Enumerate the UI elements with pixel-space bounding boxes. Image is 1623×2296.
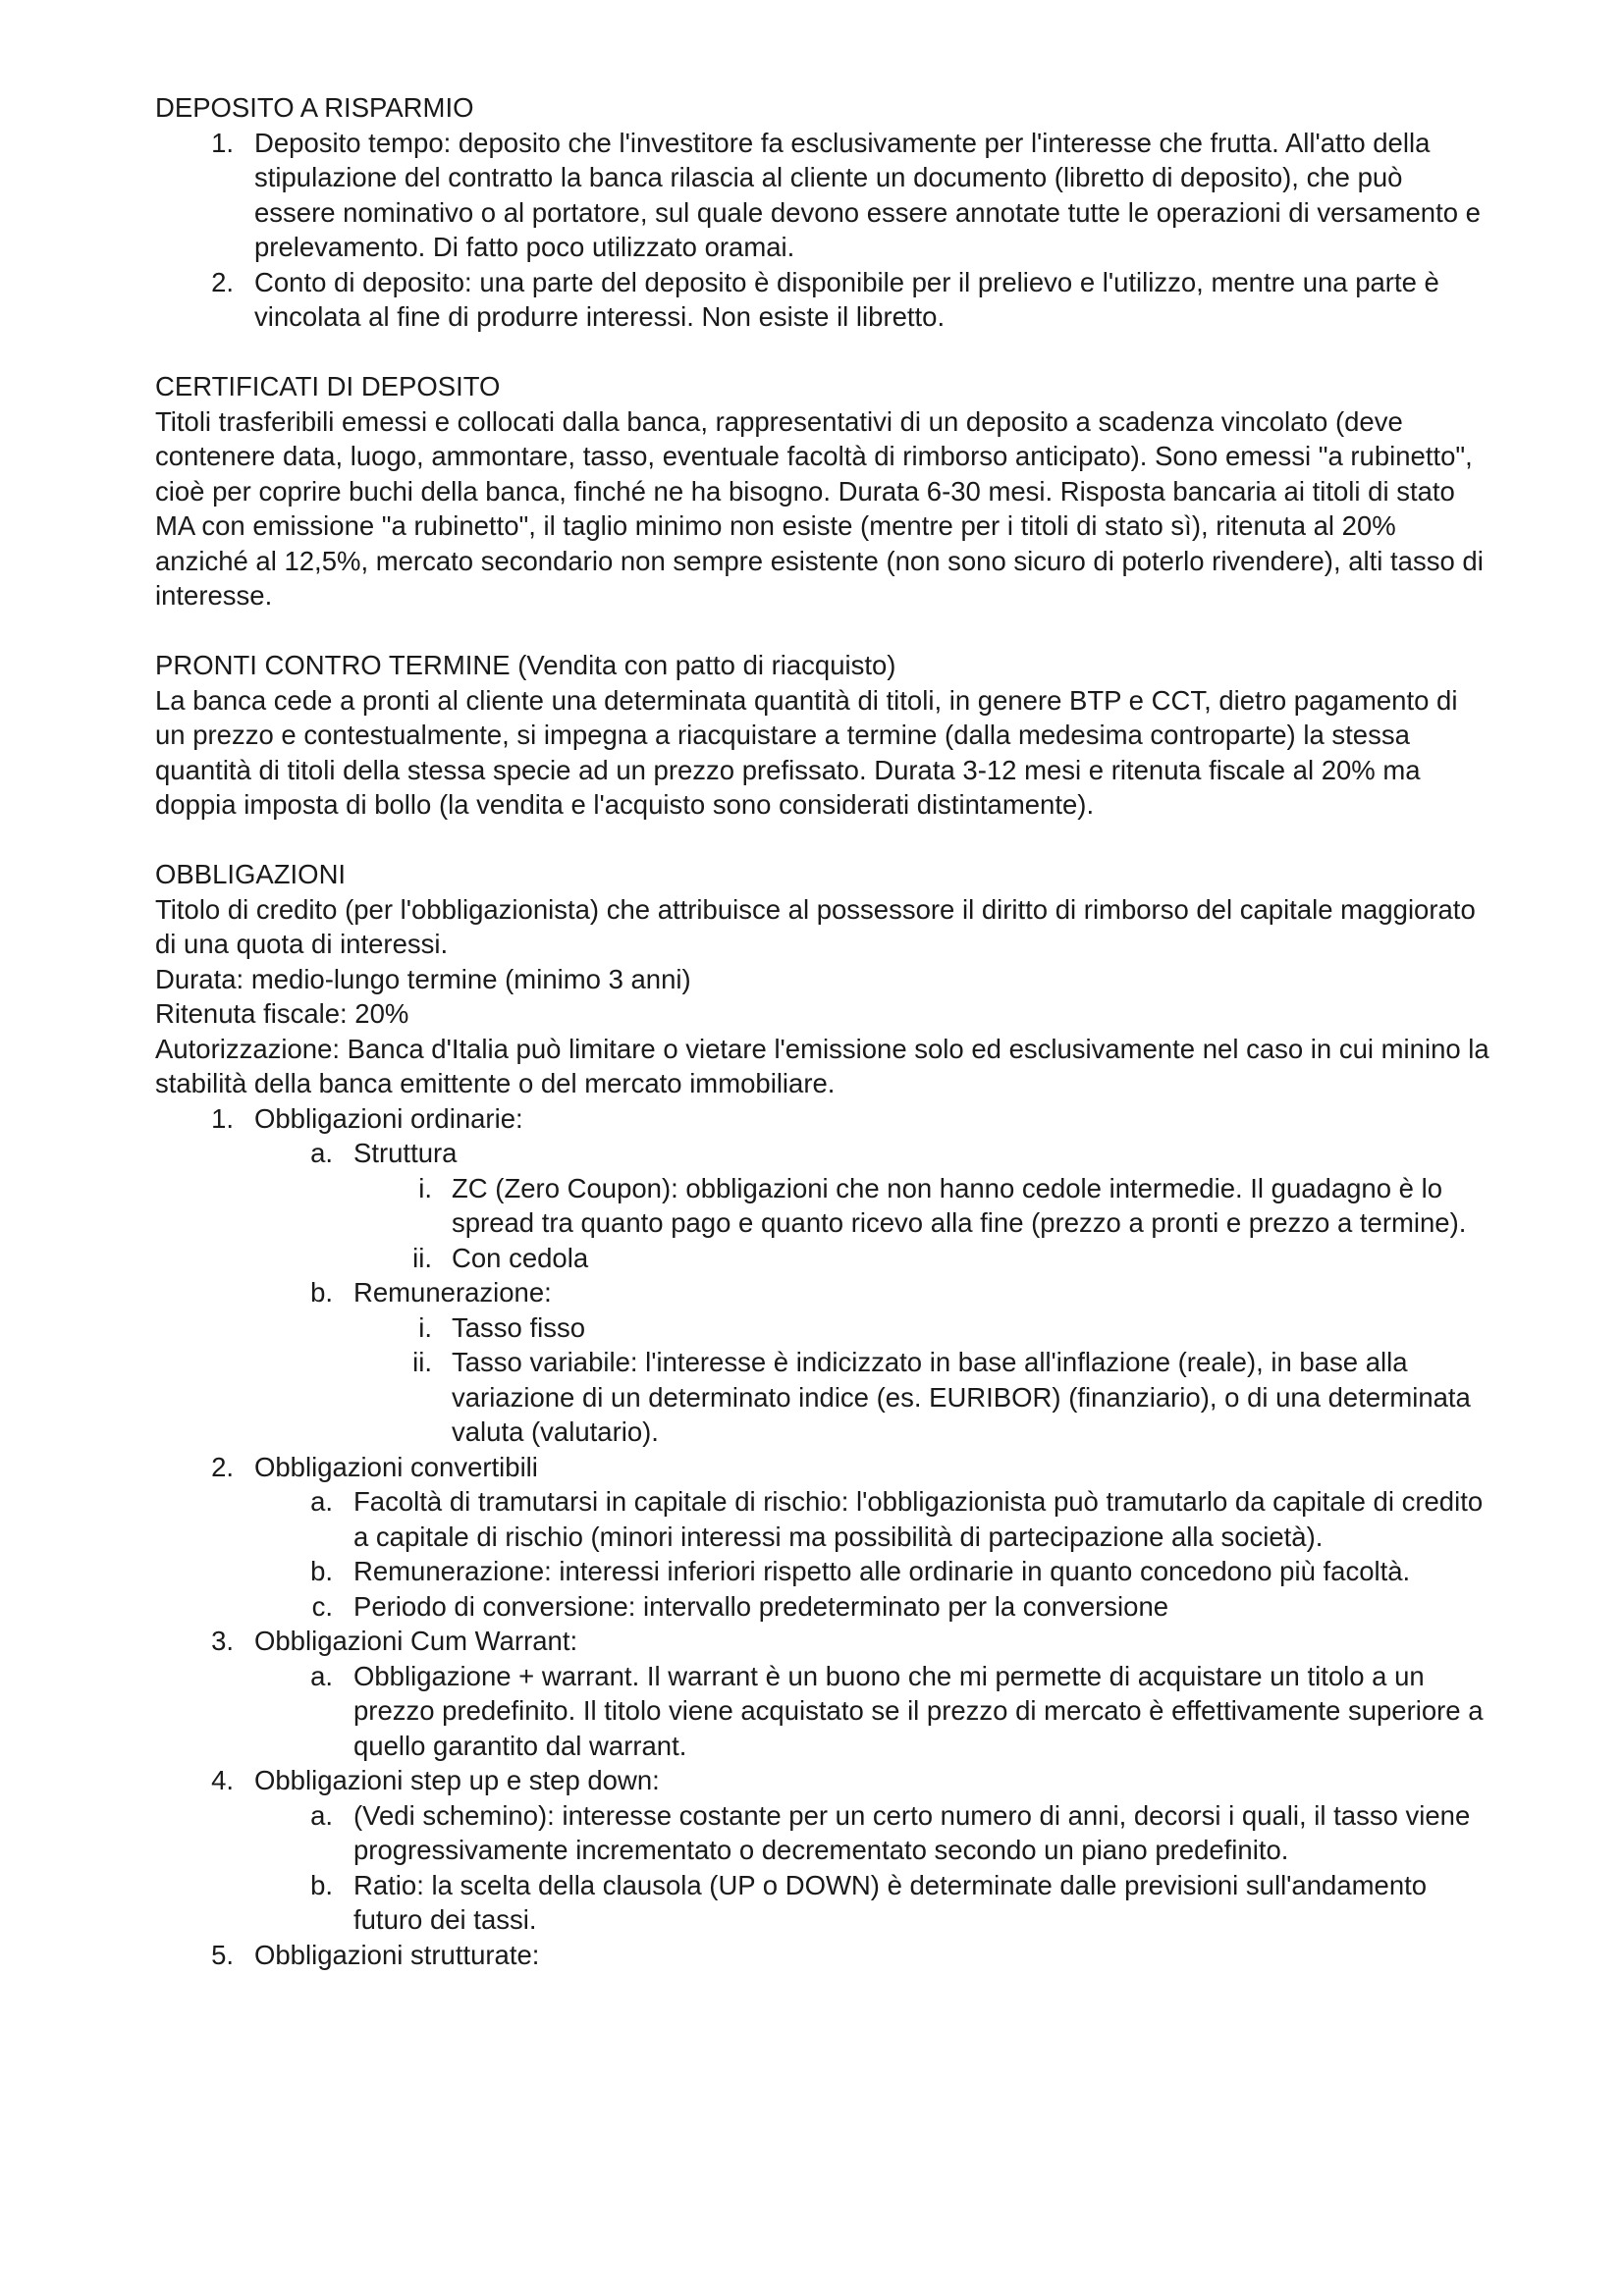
list-marker: 1. bbox=[211, 127, 234, 158]
list-item-text: Conto di deposito: una parte del deposito è disponibile per il prelievo e l'utilizzo, mentre una parte è vincolata al fine di produrre interessi. Non esiste il libretto. bbox=[254, 266, 1439, 332]
list-marker: b. bbox=[310, 1556, 333, 1586]
list-item-text: Tasso fisso bbox=[452, 1311, 586, 1343]
list-marker: a. bbox=[310, 1660, 333, 1691]
list-item-text: Obbligazione + warrant. Il warrant è un buono che mi permette di acquistare un titolo a un prezzo predefinito. Il titolo viene acquistato se il prezzo di mercato è effettivamente superiore a quello garantito dal warrant. bbox=[353, 1660, 1484, 1761]
list-marker: 2. bbox=[211, 266, 234, 297]
list-marker: c. bbox=[311, 1590, 333, 1622]
list-item-text: Obbligazioni convertibili bbox=[254, 1451, 538, 1482]
list-item-text: Obbligazioni Cum Warrant: bbox=[254, 1626, 578, 1656]
list-item-text: Tasso variabile: l'interesse è indicizzato in base all'inflazione (reale), in base alla variazione di un determinato indice (es. EURIBOR) (finanziario), o di una determinata valuta (valutario). bbox=[452, 1347, 1471, 1447]
list-item-text: Ratio: la scelta della clausola (UP o DOWN) è determinate dalle previsioni sull'andamento futuro dei tassi. bbox=[353, 1869, 1428, 1935]
list-item bbox=[155, 1589, 1490, 1625]
paragraph: Titoli trasferibili emessi e collocati dalla banca, rappresentativi di un deposito a scadenza vincolato (deve contenere data, luogo, ammontare, tasso, eventuale facoltà di rimborso anticipato). Sono emessi "a rubinetto", cioè per coprire buchi della banca, finché ne ha bisogno. Durata 6-30 mesi. Risposta bancaria ai titoli di stato MA con emissione "a rubinetto", il taglio minimo non esiste (mentre per i titoli di stato sì), ritenuta al 20% anziché al 12,5%, mercato secondario non sempre esistente (non sono sicuro di poterlo rivendere), alti tasso di interesse. bbox=[155, 405, 1484, 611]
list-item-text: Obbligazioni ordinarie: bbox=[254, 1102, 523, 1134]
list-item bbox=[155, 1171, 1490, 1241]
section-pronti-contro-termine bbox=[155, 648, 1490, 823]
list-item bbox=[155, 265, 1490, 335]
paragraph: Durata: medio-lungo termine (minimo 3 anni) bbox=[155, 963, 691, 994]
list-item-text: Remunerazione: interessi inferiori rispetto alle ordinarie in quanto concedono più facoltà. bbox=[353, 1556, 1411, 1586]
paragraph: Ritenuta fiscale: 20% bbox=[155, 998, 409, 1029]
list-item-text: Facoltà di tramutarsi in capitale di rischio: l'obbligazionista può tramutarlo da capitale di credito a capitale di rischio (minori interessi ma possibilità di partecipazione alla società). bbox=[353, 1486, 1484, 1552]
section-heading-note: (Vendita con patto di riacquisto) bbox=[510, 650, 896, 680]
list-item bbox=[155, 1310, 1490, 1346]
section-deposito-a-risparmio bbox=[155, 90, 1490, 335]
list-item-text: ZC (Zero Coupon): obbligazioni che non hanno cedole intermedie. Il guadagno è lo spread tra quanto pago e quanto ricevo alla fine (prezzo a pronti e prezzo a termine). bbox=[452, 1172, 1467, 1238]
list-marker: a. bbox=[310, 1138, 333, 1168]
list-marker: b. bbox=[310, 1869, 333, 1900]
list-marker: b. bbox=[310, 1277, 333, 1308]
list-item-text: Periodo di conversione: intervallo predeterminato per la conversione bbox=[353, 1590, 1169, 1622]
list-marker: 3. bbox=[211, 1626, 234, 1656]
list-item bbox=[155, 1659, 1490, 1764]
list-marker: ii. bbox=[412, 1347, 432, 1377]
section-heading: OBBLIGAZIONI bbox=[155, 859, 347, 889]
list-item bbox=[155, 1554, 1490, 1589]
section-heading: DEPOSITO A RISPARMIO bbox=[155, 92, 474, 123]
list-item bbox=[155, 1868, 1490, 1938]
list-item bbox=[155, 1450, 1490, 1485]
list-item bbox=[155, 1241, 1490, 1276]
list-marker: 5. bbox=[211, 1939, 234, 1970]
list-item bbox=[155, 1101, 1490, 1137]
section-heading: CERTIFICATI DI DEPOSITO bbox=[155, 371, 501, 401]
section-heading bbox=[155, 648, 1490, 683]
list-item bbox=[155, 1624, 1490, 1659]
list-item bbox=[155, 1484, 1490, 1554]
section-obbligazioni bbox=[155, 857, 1490, 1972]
list-item-text: Struttura bbox=[353, 1138, 458, 1168]
list-marker: 2. bbox=[211, 1451, 234, 1482]
list-item-text: (Vedi schemino): interesse costante per un certo numero di anni, decorsi i quali, il tasso viene progressivamente incrementato o decrementato secondo un piano predefinito. bbox=[353, 1799, 1471, 1865]
section-certificati-di-deposito bbox=[155, 369, 1490, 614]
list-marker: a. bbox=[310, 1799, 333, 1831]
list-item bbox=[155, 126, 1490, 265]
list-item-text: Deposito tempo: deposito che l'investitore fa esclusivamente per l'interesse che frutta. All'atto della stipulazione del contratto la banca rilascia al cliente un documento (libretto di deposito), che può essere nominativo o al portatore, sul quale devono essere annotate tutte le operazioni di versamento e prelevamento. Di fatto poco utilizzato oramai. bbox=[254, 127, 1481, 262]
list-item-text: Con cedola bbox=[452, 1242, 589, 1273]
list-item bbox=[155, 1345, 1490, 1450]
list-item bbox=[155, 1275, 1490, 1310]
list-item bbox=[155, 1798, 1490, 1868]
list-marker: a. bbox=[310, 1486, 333, 1517]
section-heading-title: PRONTI CONTRO TERMINE bbox=[155, 650, 511, 680]
paragraph: Autorizzazione: Banca d'Italia può limitare o vietare l'emissione solo ed esclusivamente nel caso in cui minino la stabilità della banca emittente o del mercato immobiliare. bbox=[155, 1033, 1489, 1098]
list-item-text: Remunerazione: bbox=[353, 1277, 552, 1308]
list-marker: ii. bbox=[412, 1242, 432, 1273]
list-marker: i. bbox=[418, 1311, 432, 1343]
list-item-text: Obbligazioni strutturate: bbox=[254, 1939, 540, 1970]
list-item bbox=[155, 1763, 1490, 1798]
document-page bbox=[155, 90, 1490, 2007]
list-item bbox=[155, 1136, 1490, 1171]
list-item bbox=[155, 1938, 1490, 1973]
paragraph: Titolo di credito (per l'obbligazionista) che attribuisce al possessore il diritto di rimborso del capitale maggiorato di una quota di interessi. bbox=[155, 893, 1476, 959]
list-marker: i. bbox=[418, 1172, 432, 1203]
list-marker: 1. bbox=[211, 1102, 234, 1134]
paragraph: La banca cede a pronti al cliente una determinata quantità di titoli, in genere BTP e CCT, dietro pagamento di un prezzo e contestualmente, si impegna a riacquistare a termine (dalla medesima controparte) la stessa quantità di titoli della stessa specie ad un prezzo prefissato. Durata 3-12 mesi e ritenuta fiscale al 20% ma doppia imposta di bollo (la vendita e l'acquisto sono considerati distintamente). bbox=[155, 684, 1458, 820]
list-marker: 4. bbox=[211, 1765, 234, 1795]
list-item-text: Obbligazioni step up e step down: bbox=[254, 1765, 660, 1795]
